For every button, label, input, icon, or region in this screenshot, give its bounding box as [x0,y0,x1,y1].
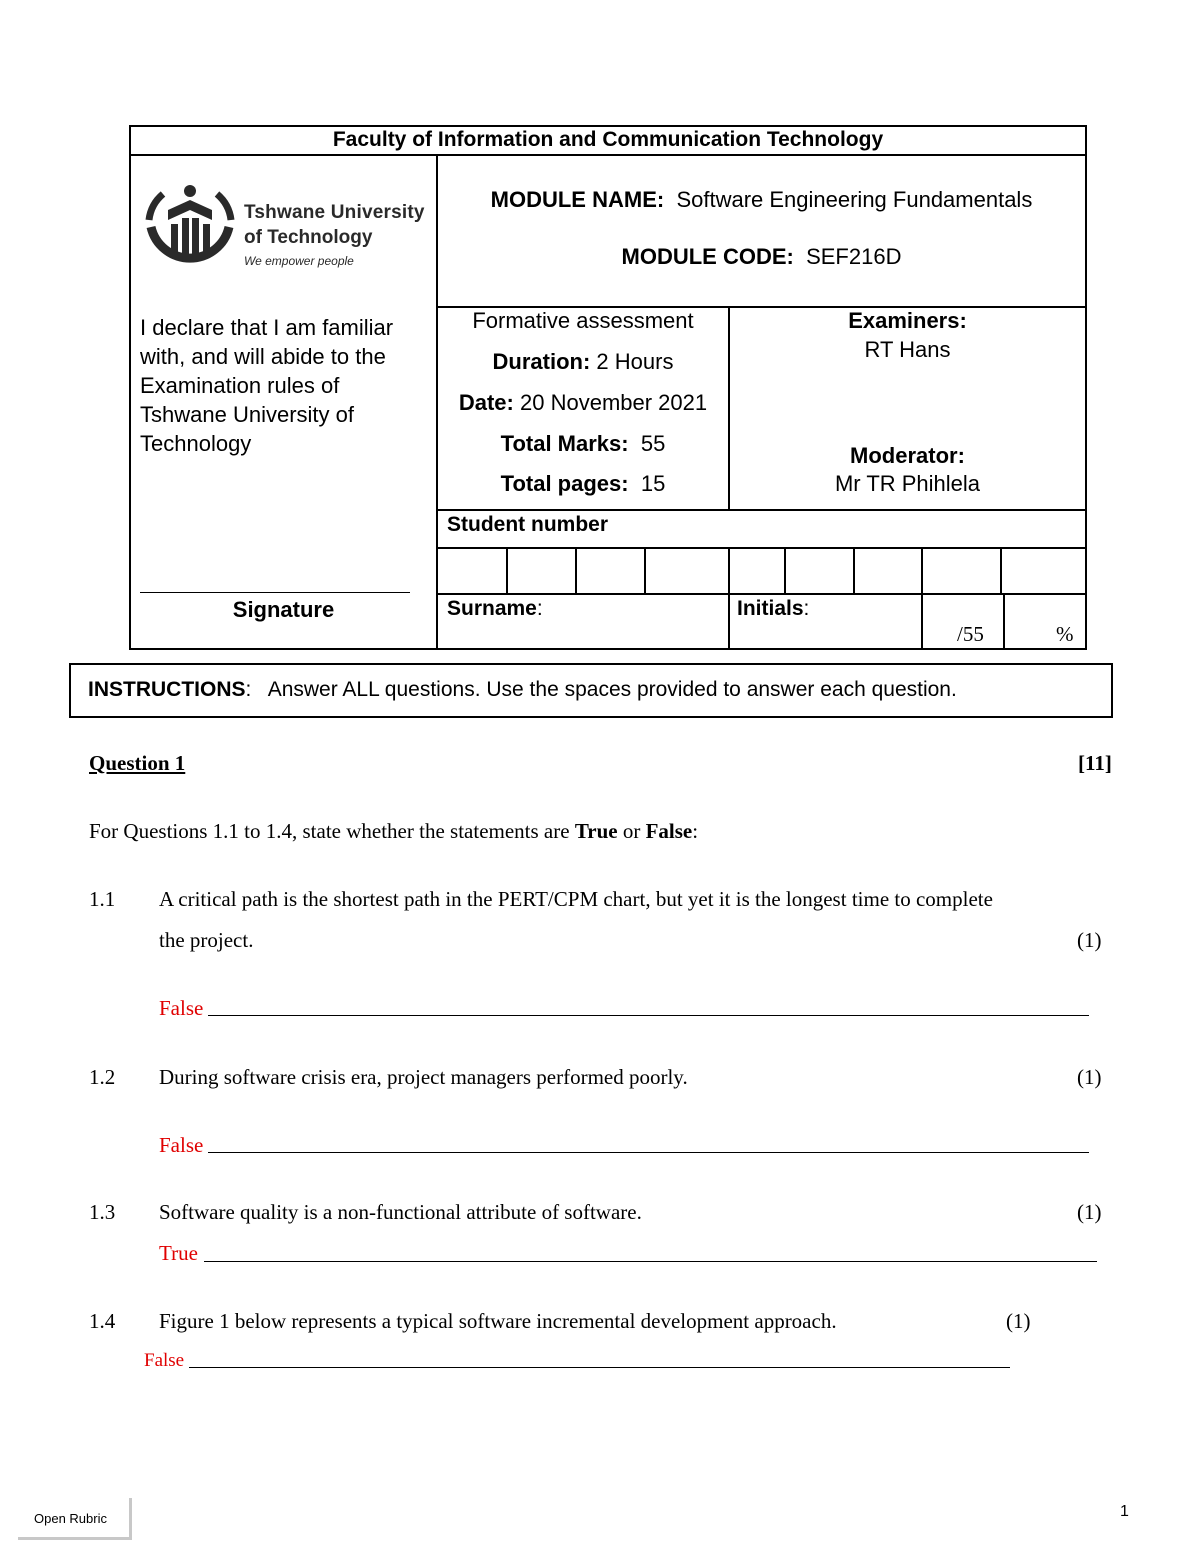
instructions-box [69,663,1113,718]
page-number: 1 [1120,1503,1129,1520]
moderator-label: Moderator: [850,443,965,468]
open-rubric-button[interactable] [18,1498,132,1540]
university-logo [141,182,431,277]
faculty-title: Faculty of Information and Communication Technology [332,128,884,151]
module-code-value: SEF216D [806,244,902,269]
answer-line[interactable] [189,1367,1010,1368]
signature-line [140,592,410,593]
total-marks-row [438,431,728,457]
instructions-text: Answer ALL questions. Use the spaces provided to answer each question. [267,678,957,701]
intro-or: or [617,819,646,843]
total-pages-label: Total pages: [500,471,629,496]
question-number: 1.1 [89,887,116,911]
answer-text: True [159,1241,198,1265]
duration-label: Duration: [492,349,591,374]
question-text: Software quality is a non-functional attribute of software. [159,1200,642,1224]
exam-cover-table [129,125,1087,650]
answer-text: False [159,1133,204,1157]
instructions-row: INSTRUCTIONS: Answer ALL questions. Use the spaces provided to answer each question. [88,678,957,701]
question-number: 1.3 [89,1200,116,1224]
question-number: 1.2 [89,1065,116,1089]
open-rubric-label: Open Rubric [34,1511,107,1526]
moderator-name: Mr TR Phihlela [834,471,981,496]
score-out-of: /55 [957,622,984,646]
module-code-row [438,244,1085,270]
student-number-label: Student number [447,513,608,536]
total-marks-value: 55 [640,431,666,456]
question-intro [89,819,698,844]
intro-colon: : [692,819,699,843]
declaration-text: I declare that I am familiar with, and will abide to the Examination rules of Tshwane University of Technology [140,315,394,456]
question-mark: (1) [1006,1309,1031,1333]
question-mark: (1) [1077,1200,1102,1224]
intro-true: True [574,819,618,843]
intro-text: For Questions 1.1 to 1.4, state whether the statements are [89,819,575,843]
question-marks: [11] [1078,751,1112,775]
duration-value: 2 Hours [596,349,674,374]
module-name-row [438,187,1085,213]
surname-label: Surname [447,597,537,620]
date-value: 20 November 2021 [520,390,708,415]
date-row [438,390,728,416]
total-marks-label: Total Marks: [500,431,629,456]
question-number: 1.4 [89,1309,116,1333]
answer-text: False [159,996,204,1020]
logo-name-line1: Tshwane University [244,202,425,223]
module-code-label: MODULE CODE: [621,244,794,269]
question-text: Figure 1 below represents a typical software incremental development approach. [159,1309,837,1333]
duration-row [438,349,728,375]
examiner-name: RT Hans [864,337,951,362]
instructions-label: INSTRUCTIONS [88,678,246,701]
tut-emblem-icon [141,182,239,278]
question-text: During software crisis era, project managers performed poorly. [159,1065,688,1089]
surname-field[interactable]: Surname: [447,597,543,620]
module-name-value: Software Engineering Fundamentals [676,187,1033,212]
initials-label: Initials [737,597,804,620]
question-mark: (1) [1077,928,1102,952]
module-name-label: MODULE NAME: [490,187,665,212]
intro-false: False [645,819,693,843]
examiners-label: Examiners: [848,308,967,333]
percent-sign: % [1056,622,1074,646]
total-pages-value: 15 [640,471,666,496]
answer-line[interactable] [208,1015,1089,1016]
initials-field[interactable]: Initials: [737,597,810,620]
question-mark: (1) [1077,1065,1102,1089]
answer-line[interactable] [204,1261,1097,1262]
question-text: A critical path is the shortest path in the PERT/CPM chart, but yet it is the longest time to complete [159,887,993,911]
logo-tagline: We empower people [244,254,354,268]
answer-line[interactable] [208,1152,1089,1153]
question-text-cont: the project. [159,928,254,952]
signature-label: Signature [232,597,335,622]
logo-name-line2: of Technology [244,227,373,248]
date-label: Date: [458,390,514,415]
question-title: Question 1 [89,751,186,775]
assessment-type: Formative assessment [472,308,694,333]
student-number-input[interactable] [438,549,1085,593]
answer-text: False [144,1350,185,1371]
total-pages-row [438,471,728,497]
